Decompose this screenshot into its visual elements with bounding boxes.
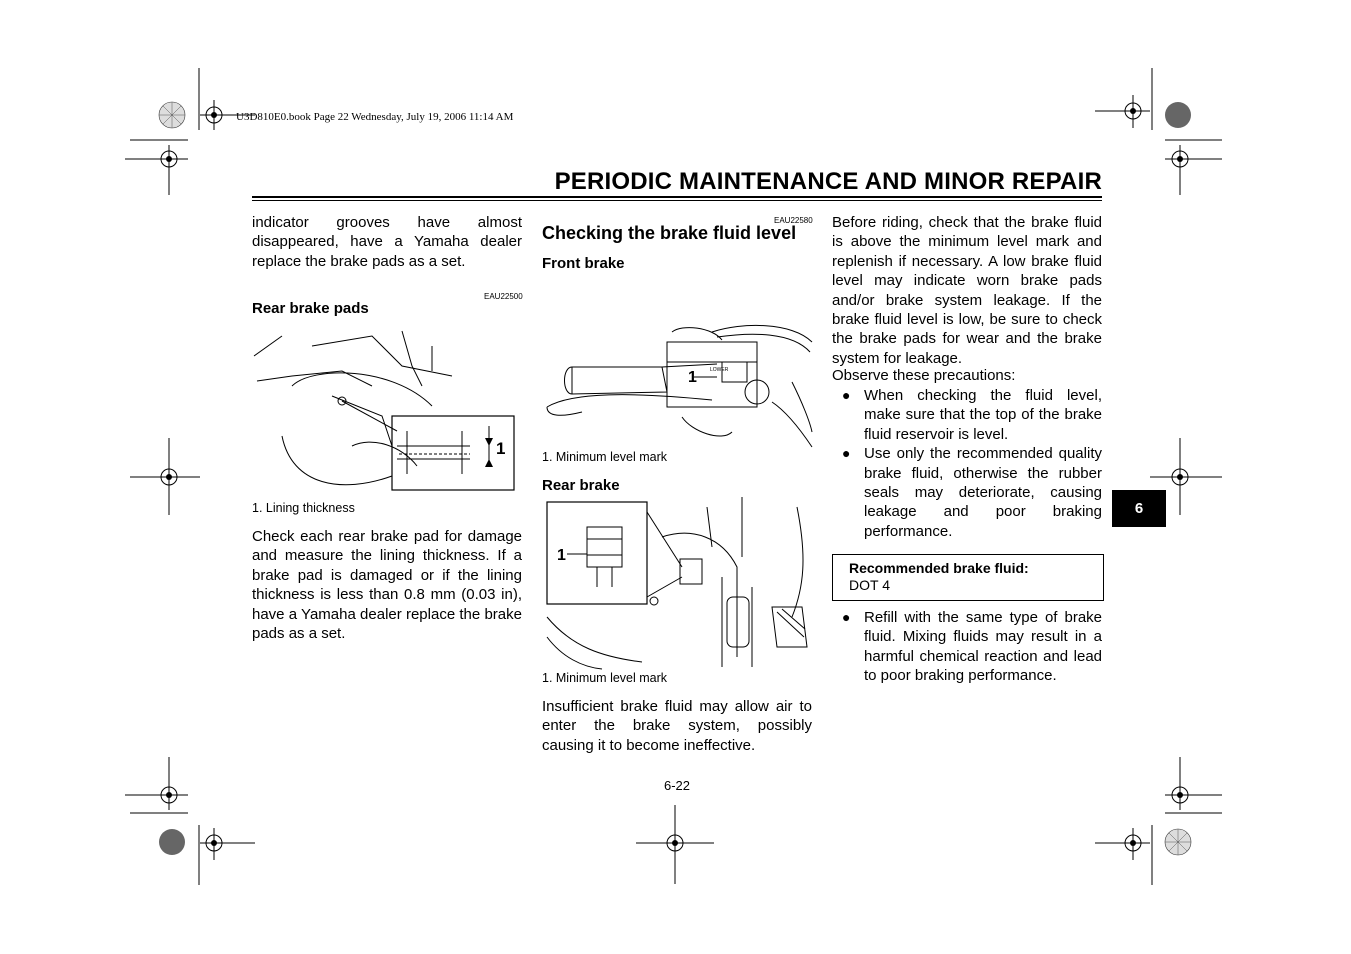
precautions-list bbox=[832, 386, 1102, 541]
col2-code: EAU22580 bbox=[774, 216, 813, 225]
front-callout-1: 1 bbox=[688, 369, 697, 386]
brake-fluid-heading: Checking the brake fluid level bbox=[542, 223, 797, 243]
col1-caption: 1. Lining thickness bbox=[252, 501, 355, 515]
fig-callout-1: 1 bbox=[496, 439, 506, 458]
title-rule-thin bbox=[252, 200, 1102, 201]
rear-brake-figure bbox=[542, 497, 812, 669]
page-number: 6-22 bbox=[664, 778, 691, 793]
front-brake-figure bbox=[542, 322, 812, 450]
col3-body: Before riding, check that the brake fluid is above the minimum level mark and replenish if necessary. A low brake fluid level may indicate worn brake pads and/or brake system leakage. If the brake fluid level is low, be sure to check the brake pads for wear and the brake system for leakage. bbox=[832, 214, 1102, 367]
refill-list bbox=[832, 608, 1102, 686]
col1-intro: indicator grooves have almost disappeared, have a Yamaha dealer replace the brake pads as a set. bbox=[252, 214, 522, 270]
bullet-item: ● When checking the fluid level, make sure that the top of the brake fluid reservoir is level. bbox=[832, 386, 1102, 444]
title-rule bbox=[252, 196, 1102, 198]
recommended-fluid-box bbox=[832, 554, 1104, 601]
rear-callout-1: 1 bbox=[557, 547, 566, 564]
file-meta: U3D810E0.book Page 22 Wednesday, July 19, 2006 11:14 AM bbox=[236, 111, 514, 123]
bullet-item: ● Refill with the same type of brake fluid. Mixing fluids may result in a harmful chemical reaction and lead to poor braking performance. bbox=[832, 608, 1102, 686]
rear-brake-heading: Rear brake bbox=[542, 477, 620, 494]
box-label: Recommended brake fluid: bbox=[849, 560, 1029, 576]
box-value: DOT 4 bbox=[849, 577, 890, 593]
col1-code: EAU22500 bbox=[484, 292, 523, 301]
col2-body: Insufficient brake fluid may allow air to enter the brake system, possibly causing it to become ineffective. bbox=[542, 698, 812, 754]
col1-body: Check each rear brake pad for damage and measure the lining thickness. If a brake pad is damaged or if the lining thickness is less than 0.8 mm (0.03 in), have a Yamaha dealer replace the brake pads as a set. bbox=[252, 528, 522, 643]
col2-caption1: 1. Minimum level mark bbox=[542, 450, 668, 464]
page-title: PERIODIC MAINTENANCE AND MINOR REPAIR bbox=[554, 168, 1102, 195]
rear-brake-pads-figure bbox=[252, 326, 522, 496]
front-brake-heading: Front brake bbox=[542, 255, 625, 272]
bullet-item: ● Use only the recommended quality brake fluid, otherwise the rubber seals may deteriorate, causing leakage and poor braking performance. bbox=[832, 444, 1102, 541]
col2-caption2: 1. Minimum level mark bbox=[542, 671, 668, 685]
rear-brake-pads-heading: Rear brake pads bbox=[252, 300, 369, 317]
lower-mark-text: LOWER bbox=[710, 367, 729, 373]
chapter-tab: 6 bbox=[1112, 490, 1166, 527]
col3-observe: Observe these precautions: bbox=[832, 367, 1016, 384]
